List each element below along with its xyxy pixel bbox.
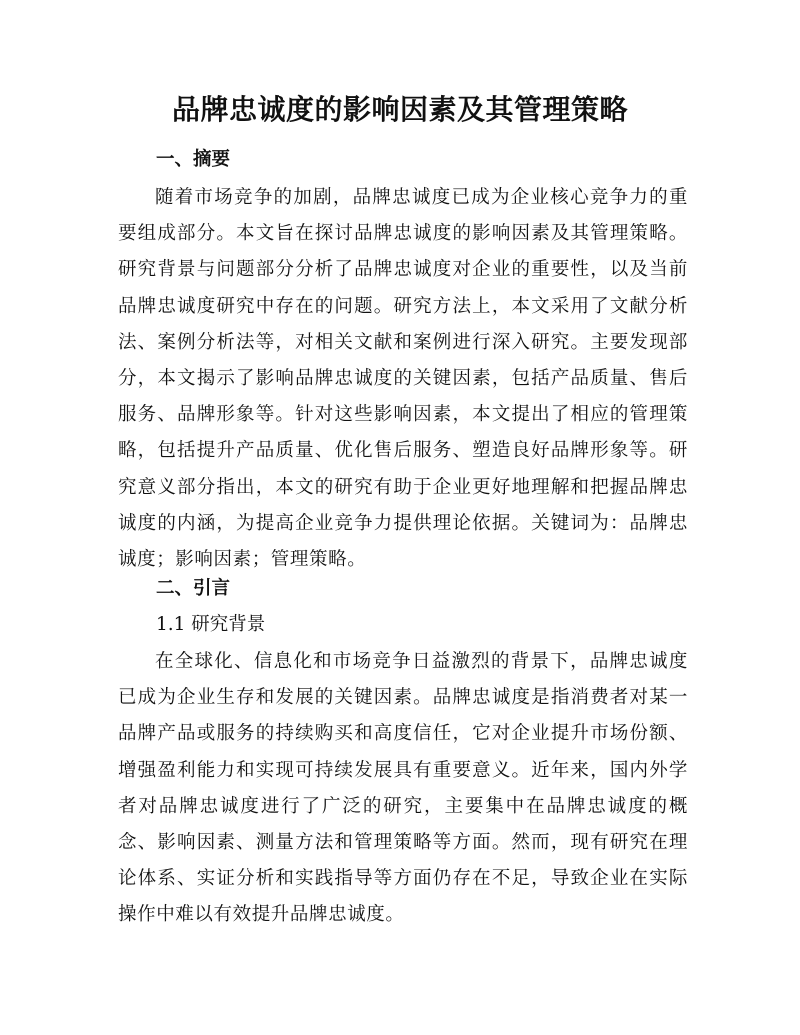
section-heading-abstract: 一、摘要	[156, 149, 231, 170]
abstract-paragraph: 随着市场竞争的加剧，品牌忠诚度已成为企业核心竞争力的重要组成部分。本文旨在探讨品牌忠诚度的影响因素及其管理策略。研究背景与问题部分分析了品牌忠诚度对企业的重要性，以及当前品牌忠诚度研究中存在的问题。研究方法上，本文采用了文献分析法、案例分析法等，对相关文献和案例进行深入研究。主要发现部分，本文揭示了影响品牌忠诚度的关键因素，包括产品质量、售后服务、品牌形象等。针对这些影响因素，本文提出了相应的管理策略，包括提升产品质量、优化售后服务、塑造良好品牌形象等。研究意义部分指出，本文的研究有助于企业更好地理解和把握品牌忠诚度的内涵，为提高企业竞争力提供理论依据。关键词为：品牌忠诚度；影响因素；管理策略。	[118, 187, 688, 571]
introduction-paragraph: 在全球化、信息化和市场竞争日益激烈的背景下，品牌忠诚度已成为企业生存和发展的关键因素。品牌忠诚度是指消费者对某一品牌产品或服务的持续购买和高度信任，它对企业提升市场份额、增强盈利能力和实现可持续发展具有重要意义。近年来，国内外学者对品牌忠诚度进行了广泛的研究，主要集中在品牌忠诚度的概念、影响因素、测量方法和管理策略等方面。然而，现有研究在理论体系、实证分析和实践指导等方面仍存在不足，导致企业在实际操作中难以有效提升品牌忠诚度。	[118, 651, 688, 926]
subsection-heading-research-background: 1.1 研究背景	[156, 614, 266, 635]
document-title: 品牌忠诚度的影响因素及其管理策略	[171, 93, 628, 126]
section-heading-introduction: 二、引言	[156, 578, 231, 599]
